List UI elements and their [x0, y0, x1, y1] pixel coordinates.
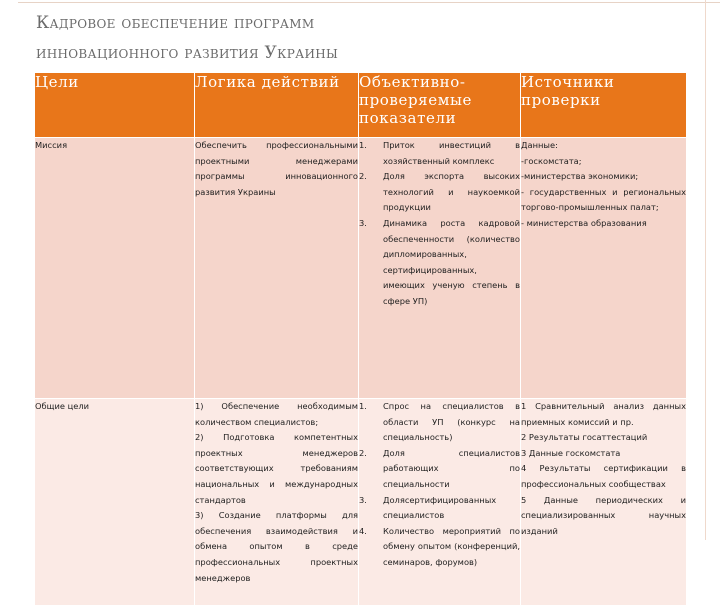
row1-logic: Обеспечить профессиональными проектными менеджерами программы инновационного развития Украины — [195, 138, 359, 399]
row1-sources — [521, 138, 687, 399]
source-line: -министерства экономики; — [521, 171, 639, 182]
header-sources: Источники проверки — [521, 73, 687, 138]
indicator-text: Доля экспорта высоких технологий и наукоемкой продукции — [383, 171, 520, 213]
page-title-line-1: Кадровое обеспечение программ — [36, 13, 315, 33]
indicator-number: 4. — [359, 525, 367, 536]
logic-line: 2) Подготовка компетентных проектных менеджеров соответствующих требованиям национальных и международных стандартов — [195, 432, 358, 505]
row2-logic — [195, 399, 359, 606]
indicator-text: Количество мероприятий по обмену опытом (конференций, семинаров, форумов) — [383, 525, 520, 567]
indicator-item — [359, 446, 520, 493]
row2-indicators — [359, 399, 521, 606]
row1-indicators — [359, 138, 521, 399]
indicator-item — [359, 169, 520, 216]
indicator-text: Долясертифицированных специалистов — [383, 494, 497, 521]
source-line: 3 Данные госкомстата — [521, 447, 621, 458]
source-line: Данные: — [521, 140, 558, 150]
indicator-number: 2. — [359, 447, 367, 458]
indicator-text: Доля специалистов работающих по специальности — [383, 447, 520, 489]
row2-sources — [521, 399, 687, 606]
source-line: 4 Результаты сертификации в профессиональных сообществах — [521, 463, 686, 489]
indicator-number: 3. — [359, 494, 367, 505]
logic-line: 3) Создание платформы для обеспечения взаимодействия и обмена опытом в среде профессиональных проектных менеджеров — [195, 510, 358, 583]
indicator-text: Приток инвестиций в хозяйственный комплекс — [383, 140, 520, 166]
indicator-item — [359, 399, 520, 446]
page-title — [36, 8, 676, 68]
header-indicators: Объективно-проверяемые показатели — [359, 73, 521, 138]
slide-right-rule — [705, 0, 706, 540]
indicator-number: 3. — [359, 217, 367, 228]
table-row — [35, 399, 687, 606]
source-line: 1 Сравнительный анализ данных приемных комиссий и пр. — [521, 401, 686, 427]
source-line: 2 Результаты госаттестаций — [521, 432, 648, 443]
logic-line: 1) Обеспечение необходимым количеством специалистов; — [195, 401, 358, 427]
indicator-item — [359, 524, 520, 571]
indicator-number: 1. — [359, 401, 367, 411]
slide-top-rule — [18, 2, 720, 3]
indicator-item — [359, 493, 520, 524]
indicator-text: Динамика роста кадровой обеспеченности (количество дипломированных, сертифицированных, имеющих ученую степень в сфере УП) — [383, 217, 520, 306]
header-goals: Цели — [35, 73, 195, 138]
indicator-number: 1. — [359, 140, 367, 150]
source-line: 5 Данные периодических и специализированных научных изданий — [521, 494, 686, 536]
indicator-text: Спрос на специалистов в области УП (конкурс на специальность) — [383, 401, 520, 443]
header-logic: Логика действий — [195, 73, 359, 138]
source-line: -госкомстата; — [521, 155, 582, 166]
row2-goal: Общие цели — [35, 399, 195, 606]
indicator-item — [359, 216, 520, 310]
table-row — [35, 138, 687, 399]
logframe-table — [34, 72, 687, 606]
row1-goal: Миссия — [35, 138, 195, 399]
indicator-number: 2. — [359, 171, 367, 182]
page-title-line-2: инновационного развития Украины — [36, 43, 339, 63]
source-line: - министерства образования — [521, 217, 647, 228]
indicator-item — [359, 138, 520, 169]
table-header-row — [35, 73, 687, 138]
source-line: - государственных и региональных торгово-промышленных палат; — [521, 186, 686, 213]
